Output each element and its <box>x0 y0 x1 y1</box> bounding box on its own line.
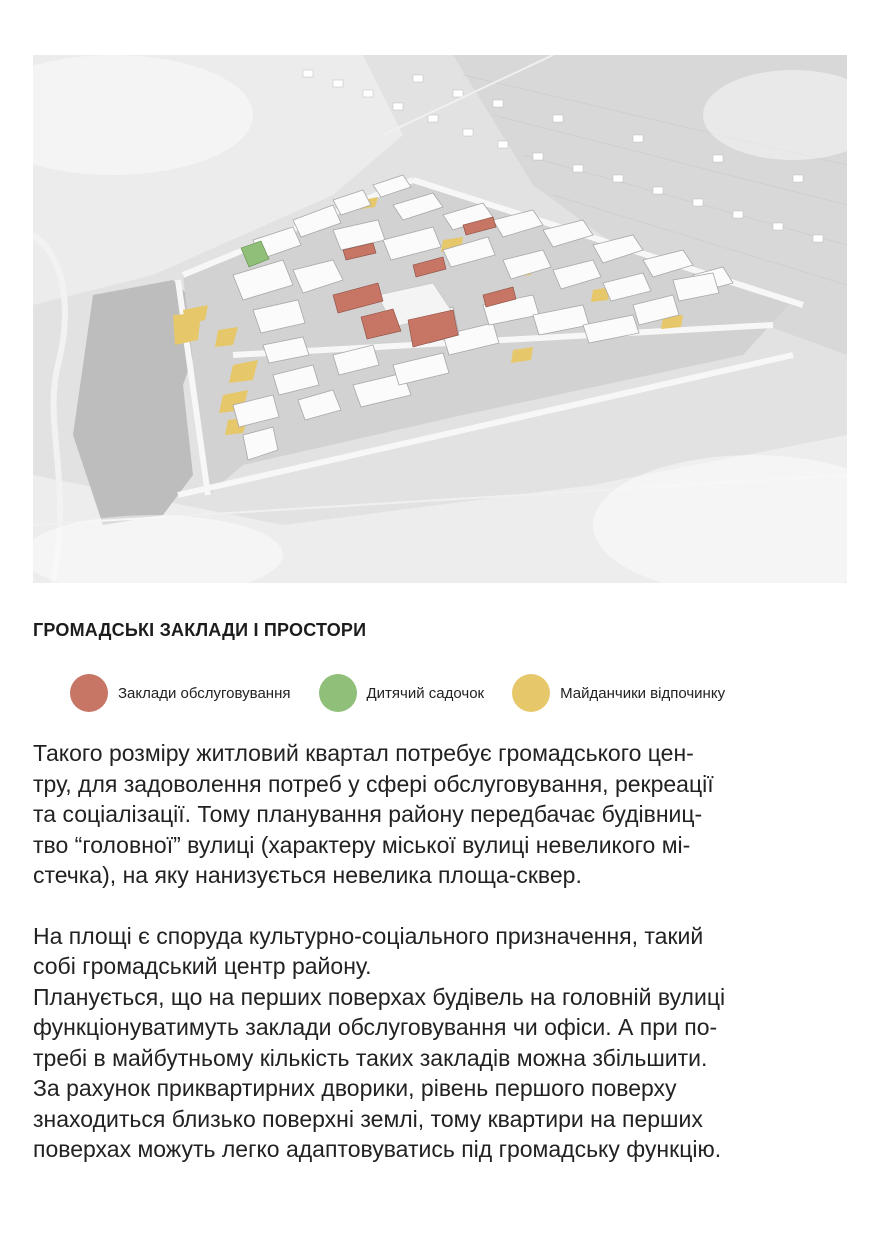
legend-item-recreation <box>512 674 725 712</box>
text-line: Такого розміру житловий квартал потребує громадського цен- <box>33 740 694 766</box>
kindergarten-dot-icon <box>319 674 357 712</box>
legend-label: Майданчики відпочинку <box>560 684 726 702</box>
recreation-dot-icon <box>512 674 550 712</box>
text-line: функціонуватимуть заклади обслуговування чи офіси. А при по- <box>33 1014 718 1040</box>
legend-item-kindergarten <box>319 674 485 712</box>
legend-label: Заклади обслуговування <box>118 684 291 702</box>
text-line: собі громадський центр району. <box>33 953 372 979</box>
service-dot-icon <box>70 674 108 712</box>
legend-item-service <box>70 674 291 712</box>
text-line: та соціалізації. Тому планування району передбачає будівниц- <box>33 801 703 827</box>
section-title: ГРОМАДСЬКІ ЗАКЛАДИ І ПРОСТОРИ <box>33 620 367 640</box>
text-line: За рахунок приквартирних дворики, рівень першого поверху <box>33 1075 677 1101</box>
paragraph-1 <box>33 738 848 891</box>
text-line: знаходиться близько поверхні землі, тому квартири на перших <box>33 1105 703 1132</box>
text-line: стечка), на яку нанизується невелика площа-сквер. <box>33 862 582 888</box>
paragraph-gap <box>33 891 848 921</box>
legend <box>70 674 830 712</box>
aerial-district-illustration <box>33 55 847 583</box>
text-line: требі в майбутньому кількість таких закладів можна збільшити. <box>33 1044 708 1071</box>
text-line: Планується, що на перших поверхах будівель на головній вулиці <box>33 983 726 1010</box>
paragraph-2 <box>33 921 848 982</box>
text-line: тру, для задоволення потреб у сфері обслуговування, рекреації <box>33 770 714 797</box>
body-text <box>33 738 848 1165</box>
text-line: тво “головної” вулиці (характеру міської вулиці невеликого мі- <box>33 831 691 858</box>
text-line: поверхах можуть легко адаптовуватись під громадську функцію. <box>33 1136 722 1162</box>
paragraph-3 <box>33 982 848 1165</box>
text-line: На площі є споруда культурно-соціального призначення, такий <box>33 922 704 949</box>
legend-label: Дитячий садочок <box>366 684 485 702</box>
